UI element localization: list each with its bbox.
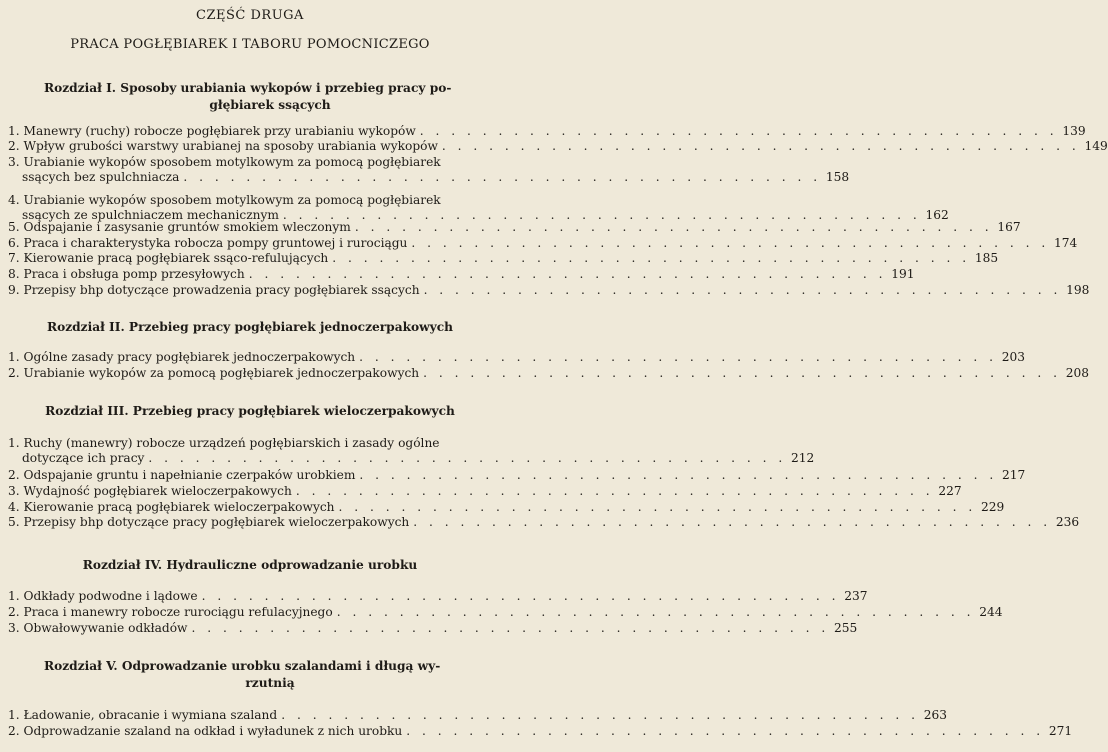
entry-page: 229 <box>981 500 1005 514</box>
entry-number: 3. <box>8 484 20 498</box>
leader-dots <box>333 605 975 620</box>
part-label: CZĘŚĆ DRUGA <box>196 8 304 23</box>
entry-number: 1. <box>8 124 20 138</box>
entry-title: Praca i charakterystyka robocza pompy gruntowej i rurociągu <box>23 236 408 250</box>
chapter-2-title: Rozdział II. Przebieg pracy pogłębiarek jednoczerpakowych <box>46 320 454 334</box>
leader-dots <box>438 139 1080 154</box>
toc-entry[interactable] <box>8 139 1108 154</box>
entry-title: Urabianie wykopów sposobem motylkowym za pomocą pogłębiarek <box>23 193 441 207</box>
entry-number: 2. <box>8 366 20 380</box>
leader-dots <box>187 621 829 636</box>
entry-title: Ładowanie, obracanie i wymiana szaland <box>23 708 278 722</box>
toc-entry[interactable] <box>8 236 1078 251</box>
leader-dots <box>402 724 1044 739</box>
toc-entry[interactable] <box>8 124 1086 139</box>
entry-page: 191 <box>891 267 915 281</box>
entry-title: Obwałowywanie odkładów <box>23 621 188 635</box>
entry-title: Odprowadzanie szaland na odkład i wyładunek z nich urobku <box>23 724 403 738</box>
entry-page: 208 <box>1065 366 1089 380</box>
leader-dots <box>198 589 840 604</box>
leader-dots <box>328 251 970 266</box>
chapter-3-heading <box>0 403 500 420</box>
toc-entry[interactable] <box>8 267 915 282</box>
chapter-5-title-line1: Rozdział V. Odprowadzanie urobku szalandami i długą wy- <box>44 659 441 673</box>
entry-title: Odkłady podwodne i lądowe <box>23 589 198 603</box>
part-title: PRACA POGŁĘBIAREK I TABORU POMOCNICZEGO <box>70 37 430 52</box>
toc-entry[interactable] <box>8 724 1073 739</box>
entry-number: 2. <box>8 468 20 482</box>
entry-number: 2. <box>8 139 20 153</box>
leader-dots <box>409 515 1051 530</box>
entry-title: Ogólne zasady pracy pogłębiarek jednoczerpakowych <box>23 350 356 364</box>
entry-number: 2. <box>8 724 20 738</box>
entry-number: 6. <box>8 236 20 250</box>
entry-page: 217 <box>1001 468 1026 482</box>
entry-number: 3. <box>8 155 20 169</box>
entry-page: 185 <box>974 251 999 265</box>
toc-entry[interactable] <box>8 350 1025 365</box>
entry-page: 149 <box>1084 139 1108 153</box>
leader-dots <box>277 708 919 723</box>
entry-page: 237 <box>844 589 868 603</box>
toc-entry[interactable] <box>8 436 815 466</box>
chapter-5-title-line2: rzutnią <box>245 676 295 690</box>
toc-entry[interactable] <box>8 605 1003 620</box>
entry-page: 263 <box>923 708 948 722</box>
toc-entry[interactable] <box>8 589 868 604</box>
entry-page: 198 <box>1066 283 1090 297</box>
entry-title: Przepisy bhp dotyczące pracy pogłębiarek wieloczerpakowych <box>23 515 410 529</box>
leader-dots <box>407 236 1049 251</box>
toc-entry[interactable] <box>8 621 858 636</box>
chapter-1-title-line1: Rozdział I. Sposoby urabiania wykopów i przebieg pracy po- <box>44 81 452 95</box>
chapter-3-title: Rozdział III. Przebieg pracy pogłębiarek wieloczerpakowych <box>45 404 455 418</box>
entry-page: 271 <box>1048 724 1073 738</box>
leader-dots <box>292 484 934 499</box>
entry-title: Wydajność pogłębiarek wieloczerpakowych <box>23 484 292 498</box>
leader-dots <box>179 170 821 185</box>
toc-entry[interactable] <box>8 500 1005 515</box>
entry-number: 9. <box>8 283 20 297</box>
chapter-4-title: Rozdział IV. Hydrauliczne odprowadzanie urobku <box>82 558 418 572</box>
entry-title: Wpływ grubości warstwy urabianej na sposoby urabiania wykopów <box>23 139 438 153</box>
entry-title: Kierowanie pracą pogłębiarek wieloczerpakowych <box>23 500 335 514</box>
chapter-1-title-line2: głębiarek ssących <box>209 98 331 112</box>
entry-number: 8. <box>8 267 20 281</box>
toc-entry[interactable] <box>8 484 962 499</box>
entry-title: Urabianie wykopów sposobem motylkowym za pomocą pogłębiarek <box>23 155 441 169</box>
entry-number: 1. <box>8 708 20 722</box>
leader-dots <box>420 283 1062 298</box>
leader-dots <box>416 124 1058 139</box>
leader-dots <box>144 451 786 466</box>
entry-title: Kierowanie pracą pogłębiarek ssąco-refulujących <box>23 251 329 265</box>
entry-title: Przepisy bhp dotyczące prowadzenia pracy pogłębiarek ssących <box>23 283 420 297</box>
leader-dots <box>419 366 1061 381</box>
entry-title: Odspajanie gruntu i napełnianie czerpaków urobkiem <box>23 468 356 482</box>
entry-page: 236 <box>1055 515 1080 529</box>
toc-entry[interactable] <box>8 220 1021 235</box>
toc-entry[interactable] <box>8 366 1089 381</box>
entry-title-continued: ssących ze spulchniaczem mechanicznym <box>22 208 279 222</box>
entry-number: 5. <box>8 515 20 529</box>
chapter-2-heading <box>0 319 500 336</box>
entry-page: 244 <box>979 605 1003 619</box>
entry-page: 203 <box>1001 350 1025 364</box>
entry-number: 3. <box>8 621 20 635</box>
toc-entry[interactable] <box>8 708 948 723</box>
entry-page: 255 <box>834 621 858 635</box>
entry-page: 174 <box>1053 236 1078 250</box>
entry-title: Manewry (ruchy) robocze pogłębiarek przy urabianiu wykopów <box>23 124 416 138</box>
chapter-5-heading <box>0 658 500 692</box>
entry-number: 1. <box>8 436 20 450</box>
chapter-1-heading <box>0 80 500 114</box>
entry-number: 7. <box>8 251 20 265</box>
leader-dots <box>245 267 887 282</box>
entry-title: Praca i manewry robocze rurociągu refulacyjnego <box>23 605 333 619</box>
entry-page: 158 <box>825 170 850 184</box>
entry-title: Ruchy (manewry) robocze urządzeń pogłębiarskich i zasady ogólne <box>23 436 440 450</box>
leader-dots <box>351 220 993 235</box>
entry-title-continued: dotyczące ich pracy <box>22 451 145 465</box>
toc-entry[interactable] <box>8 283 1090 298</box>
leader-dots <box>355 468 997 483</box>
entry-number: 5. <box>8 220 20 234</box>
entry-title: Odspajanie i zasysanie gruntów smokiem wleczonym <box>23 220 351 234</box>
entry-title-continued: ssących bez spulchniacza <box>22 170 180 184</box>
toc-entry[interactable] <box>8 193 949 223</box>
entry-page: 212 <box>790 451 815 465</box>
entry-page: 227 <box>938 484 962 498</box>
entry-number: 1. <box>8 350 20 364</box>
leader-dots <box>355 350 997 365</box>
entry-page: 162 <box>925 208 949 222</box>
leader-dots <box>335 500 977 515</box>
entry-page: 139 <box>1062 124 1086 138</box>
toc-entry[interactable] <box>8 155 850 185</box>
entry-title: Praca i obsługa pomp przesyłowych <box>23 267 245 281</box>
toc-entry[interactable] <box>8 251 999 266</box>
toc-entry[interactable] <box>8 515 1080 530</box>
entry-title: Urabianie wykopów za pomocą pogłębiarek jednoczerpakowych <box>23 366 420 380</box>
chapter-4-heading <box>0 557 500 574</box>
entry-number: 4. <box>8 500 20 514</box>
entry-page: 167 <box>997 220 1021 234</box>
entry-number: 2. <box>8 605 20 619</box>
entry-number: 4. <box>8 193 20 207</box>
entry-number: 1. <box>8 589 20 603</box>
toc-entry[interactable] <box>8 468 1026 483</box>
